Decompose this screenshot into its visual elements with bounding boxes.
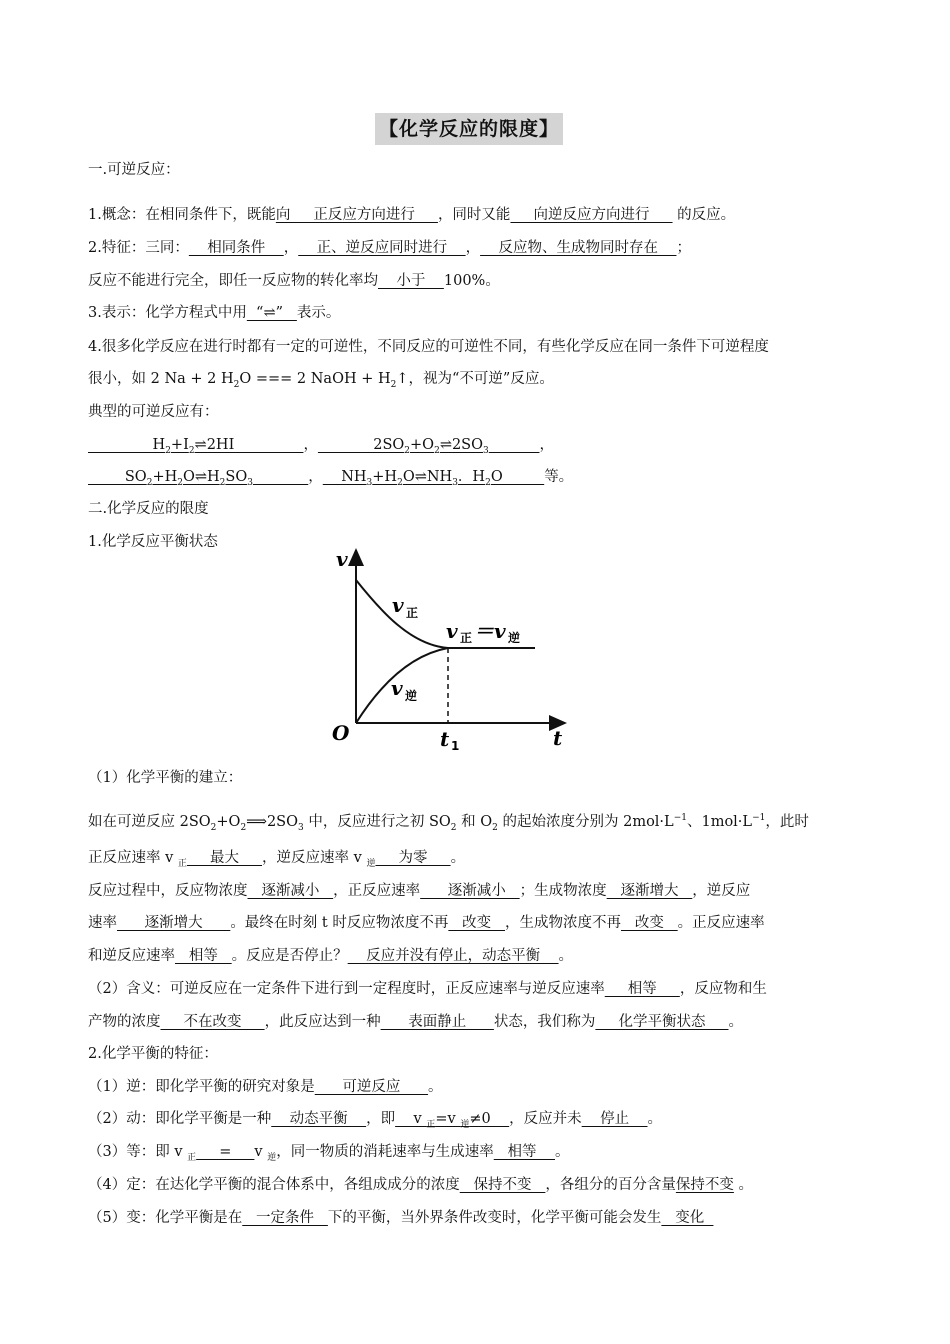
text: 等。 (544, 469, 574, 485)
text: O === 2 NaOH + H (239, 371, 391, 387)
subscript: 2 (390, 379, 397, 390)
reaction-line-2 (88, 467, 573, 487)
section-1-heading: 一.可逆反应： (88, 162, 180, 178)
v-eq-subscript-1: 正 (460, 631, 473, 645)
subscript: 2 (233, 379, 240, 390)
v-zheng-subscript: 正 (406, 606, 419, 620)
feature-line (88, 238, 691, 258)
process-line-1: 反应过程中，反应物浓度 逐渐减小 ，正反应速率 逐渐减小 ；生成物浓度 逐渐增大 ，逆反应 (88, 883, 751, 899)
conversion-line (88, 271, 500, 291)
text: 反应不能进行完全，即任一反应物的转化率均 (88, 273, 378, 289)
blank-answer: 变化 (661, 1210, 714, 1226)
text: ， (283, 240, 299, 256)
blank-answer: = (196, 1144, 255, 1160)
blank-answer: $2SO_2+O_2\rightleftharpoons 2SO_3$ (317, 437, 489, 456)
t1-subscript: 1 (451, 739, 460, 753)
t-axis-label: t (553, 726, 563, 750)
meaning-line-2: 产物的浓度 不在改变 ，此反应达到一种 表面静止 状态，我们称为 化学平衡状态 。 (88, 1014, 743, 1030)
blank-answer: 逐渐增大 (117, 915, 231, 931)
text: ， (308, 469, 323, 485)
text: ， (465, 240, 481, 256)
blank-answer: 向 正反应方向进行 (275, 207, 438, 223)
v-eq-label: v (446, 619, 458, 643)
v-zheng-label: v (392, 593, 404, 617)
blank-answer: v $_正$=v $_逆$≠0 (395, 1111, 510, 1130)
blank-answer: 保持不变 (675, 1177, 734, 1193)
v-axis-label: v (336, 547, 348, 571)
text: 的反应。 (672, 207, 736, 223)
feature-fixed: （4）定：在达化学平衡的混合体系中，各组成成分的浓度 保持不变 ，各组分的百分含量保持不变 。 (88, 1177, 753, 1193)
text: ↑，视为“不可逆”反应。 (396, 371, 554, 387)
text: ； (676, 240, 691, 256)
blank-answer: 表面静止 (380, 1014, 494, 1030)
blank-answer: 相等 (175, 948, 232, 964)
blank-answer: 相同条件 (188, 240, 284, 256)
characteristics-heading: 2.化学平衡的特征： (88, 1046, 218, 1062)
equilibrium-state-heading: 1.化学反应平衡状态 (88, 534, 218, 550)
blank-answer: 停止 (581, 1111, 648, 1127)
blank-answer: 反应并没有停止，动态平衡 (347, 948, 559, 964)
feature-dynamic: （2）动：即化学平衡是一种 动态平衡 ，即 v $_正$=v $_逆$≠0 ，反应并未 停止 。 (88, 1111, 663, 1130)
text: ， (539, 437, 554, 453)
text: 2.特征：三同： (88, 240, 189, 256)
blank-answer: $SO_2+H_2O\rightleftharpoons H_2SO_3$ (88, 469, 253, 488)
meaning-line-1: （2）含义：可逆反应在一定条件下进行到一定程度时，正反应速率与逆反应速率 相等 ，反应物和生 (88, 981, 767, 997)
blank-answer: $H_2+I_2\rightleftharpoons 2HI$ (88, 437, 304, 456)
equilibrium-establishment-heading: （1）化学平衡的建立： (88, 770, 243, 786)
origin-label: O (332, 721, 350, 745)
blank-answer: “⇌” (246, 305, 297, 321)
feature-reversible: （1）逆：即化学平衡的研究对象是 可逆反应 。 (88, 1079, 443, 1095)
v-ni-label: v (391, 676, 403, 700)
t1-label: t (440, 727, 450, 751)
document-title: 【化学反应的限度】 (375, 113, 563, 145)
section-2-heading: 二.化学反应的限度 (88, 501, 209, 517)
text: 100%。 (443, 273, 500, 289)
concept-line (88, 205, 735, 225)
text: ， (303, 437, 318, 453)
process-line-3: 和逆反应速率 相等 。反应是否停止？ 反应并没有停止，动态平衡 。 (88, 948, 574, 964)
initial-rate-line: 正反应速率 v $_正$ 最大 ，逆反应速率 v $_逆$ 为零 。 (88, 850, 466, 869)
notation-line (88, 303, 340, 323)
blank-answer: 逐渐减小 (247, 883, 334, 899)
text: 3.表示：化学方程式中用 (88, 305, 247, 321)
process-line-2: 速率 逐渐增大 。最终在时刻 t 时反应物浓度不再 改变 ，生成物浓度不再 改变 。正反应速率 (88, 915, 765, 931)
rate-time-diagram (325, 540, 585, 755)
v-eq-subscript-2: 逆 (508, 631, 521, 645)
blank-answer: $NH_3+H_2O\rightleftharpoons NH_3$．$H_2O$ (322, 469, 545, 488)
blank-answer: 小于 (378, 273, 444, 289)
blank-answer: 反应物、生成物同时存在 (480, 240, 677, 256)
feature-change: （5）变：化学平衡是在 一定条件 下的平衡，当外界条件改变时，化学平衡可能会发生 变化 (88, 1210, 714, 1226)
blank-answer: 相等 (493, 1144, 555, 1160)
blank-answer: 改变 (621, 915, 678, 931)
blank-answer: 一定条件 (242, 1210, 328, 1226)
text: 很小，如 2 Na + 2 H (88, 371, 234, 387)
blank-answer: 逐渐增大 (606, 883, 693, 899)
feature-equal: （3）等：即 v $_正$ = v $_逆$，同一物质的消耗速率与生成速率 相等 。 (88, 1144, 570, 1163)
blank-answer: 可逆反应 (314, 1079, 429, 1095)
irreversible-line-1: 4.很多化学反应在进行时都有一定的可逆性，不同反应的可逆性不同，有些化学反应在同一条件下可逆程度 (88, 339, 769, 355)
text: 表示。 (296, 305, 341, 321)
example-line: 如在可逆反应 $2SO_2+O_2⟹2SO_3$ 中，反应进行之初 $SO_2$ 和 $O_2$ 的起始浓度分别为 $2mol\cdot L^{-1}$、$1mol\cdot L^{-1}$，此时 (88, 813, 809, 833)
irreversible-line-2 (88, 369, 554, 389)
blank-answer: 保持不变 (459, 1177, 546, 1193)
blank-answer: 向逆反应方向进行 (510, 207, 673, 223)
blank-answer: 化学平衡状态 (595, 1014, 729, 1030)
blank-answer: 正、逆反应同时进行 (298, 240, 466, 256)
blank-answer: 最大 (186, 850, 263, 866)
blank-answer: 动态平衡 (271, 1111, 367, 1127)
blank-answer: 改变 (448, 915, 506, 931)
text: 1.概念：在相同条件下，既能 (88, 207, 276, 223)
typical-reactions-heading: 典型的可逆反应有： (88, 404, 219, 420)
text: ，同时又能 (437, 207, 511, 223)
v-ni-subscript: 逆 (405, 689, 418, 703)
blank-answer: 不在改变 (160, 1014, 265, 1030)
blank-answer: 为零 (375, 850, 451, 866)
blank-answer: 逐渐减小 (420, 883, 520, 899)
v-eq-mid: ＝v (474, 619, 506, 643)
reaction-line-1 (88, 435, 554, 455)
blank-answer: 相等 (604, 981, 680, 997)
